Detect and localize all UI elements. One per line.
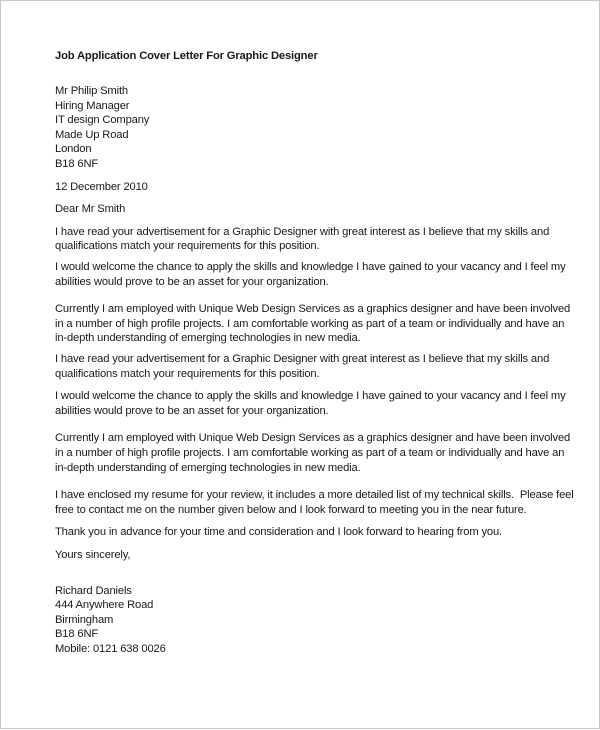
paragraph-line: I have enclosed my resume for your review, it includes a more detailed list of my technical skills. Please feel [55, 489, 574, 502]
closing: Yours sincerely, [55, 548, 131, 561]
paragraph-line: in-depth understanding of emerging technologies in new media. [55, 461, 361, 474]
sender-city: Birmingham [55, 613, 114, 626]
paragraph-line: free to contact me on the number given below and I look forward to meeting you in the near future. [55, 503, 527, 516]
paragraph-8 [55, 525, 575, 540]
document-title: Job Application Cover Letter For Graphic Designer [55, 50, 318, 62]
paragraph-line: qualifications match your requirements for this position. [55, 240, 320, 253]
letter-date: 12 December 2010 [55, 180, 148, 193]
paragraph-line: in-depth understanding of emerging technologies in new media. [55, 332, 361, 345]
paragraph-line: abilities would prove to be an asset for your organization. [55, 275, 329, 288]
paragraph-line: I would welcome the chance to apply the skills and knowledge I have gained to your vacancy and I feel my [55, 390, 566, 403]
recipient-position: Hiring Manager [55, 99, 130, 112]
sender-street: 444 Anywhere Road [55, 599, 154, 612]
paragraph-line: qualifications match your requirements for this position. [55, 367, 320, 380]
salutation: Dear Mr Smith [55, 203, 126, 216]
sender-details [55, 584, 575, 657]
sender-mobile: Mobile: 0121 638 0026 [55, 642, 166, 655]
recipient-address [55, 84, 575, 172]
paragraph-line: in a number of high profile projects. I am comfortable working as part of a team or individually and have an [55, 317, 565, 330]
letter-content [55, 49, 575, 657]
paragraph-7 [55, 488, 575, 517]
paragraph-1 [55, 225, 575, 254]
paragraph-line: Currently I am employed with Unique Web Design Services as a graphics designer and have been involved [55, 303, 571, 316]
paragraph-4 [55, 352, 575, 381]
recipient-street: Made Up Road [55, 128, 129, 141]
sender-name: Richard Daniels [55, 584, 132, 597]
paragraph-3 [55, 302, 575, 346]
paragraph-5 [55, 389, 575, 418]
paragraph-line: in a number of high profile projects. I am comfortable working as part of a team or individually and have an [55, 446, 565, 459]
paragraph-line: I have read your advertisement for a Graphic Designer with great interest as I believe that my skills and [55, 353, 550, 365]
recipient-postcode: B18 6NF [55, 158, 99, 171]
paragraph-2 [55, 260, 575, 289]
paragraph-line: I have read your advertisement for a Graphic Designer with great interest as I believe that my skills and [55, 225, 550, 238]
recipient-company: IT design Company [55, 114, 150, 127]
paragraph-line: Thank you in advance for your time and consideration and I look forward to hearing from you. [55, 526, 503, 539]
paragraph-line: I would welcome the chance to apply the skills and knowledge I have gained to your vacancy and I feel my [55, 261, 566, 274]
recipient-city: London [55, 143, 92, 156]
recipient-name: Mr Philip Smith [55, 85, 128, 98]
paragraph-line: Currently I am employed with Unique Web Design Services as a graphics designer and have been involved [55, 432, 571, 445]
sender-postcode: B18 6NF [55, 628, 99, 641]
paragraph-6 [55, 431, 575, 475]
paragraph-line: abilities would prove to be an asset for your organization. [55, 404, 329, 417]
